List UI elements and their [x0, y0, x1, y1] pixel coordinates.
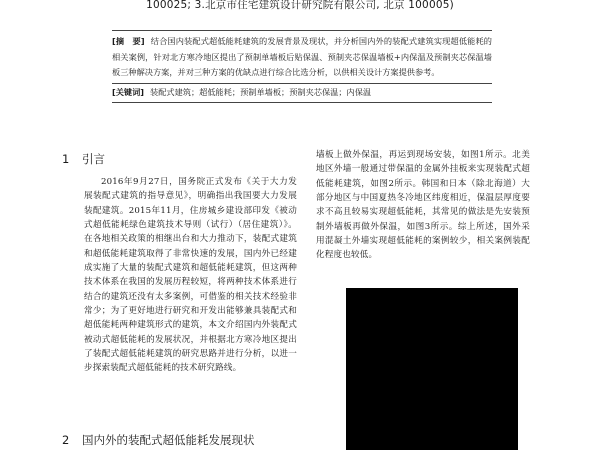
left-column	[84, 175, 297, 376]
abstract-text: 结合国内装配式超低能耗建筑的发展背景及现状，并分析国内外的装配式建筑实现超低能耗的相关案例，针对北方寒冷地区提出了预制单墙板后贴保温、预制夹芯保温墙板+内保温及预制夹芯保温墙板三种解决方案，并对三种方案的优缺点进行综合比选分析，以供相关设计方案提供参考。	[112, 36, 492, 77]
figure-image	[346, 288, 518, 450]
keywords-tag: [关键词]	[112, 86, 145, 97]
right-column	[316, 148, 530, 263]
abstract-tag: [摘 要]	[112, 36, 145, 46]
keywords-text: 装配式建筑；超低能耗；预制单墙板；预制夹芯保温；内保温	[150, 86, 372, 97]
right-column-paragraph: 墙板上做外保温，再运到现场安装，如图1所示。北美地区外墙一般通过带保温的金属外挂板来实现装配式超低能耗建筑，如图2所示。韩国和日本（除北海道）大部分地区与中国夏热冬冷地区纬度相近，保温层厚度要求不高且较易实现超低能耗，其常见的做法是先安装预制外墙板再做外保温，如图3所示。综上所述，国外采用混凝土外墙实现超低能耗的案例较少，相关案例装配化程度也较低。	[316, 150, 530, 261]
section-title: 国内外的装配式超低能耗发展现状	[82, 433, 255, 447]
section-number: 2	[62, 433, 70, 447]
author-affiliation: 100025; 3.北京市住宅建筑设计研究院有限公司, 北京 100005)	[146, 0, 454, 11]
section-heading-development	[62, 433, 255, 447]
abstract-paragraph	[112, 31, 492, 81]
section-heading-introduction	[62, 152, 105, 166]
intro-paragraph: 2016年9月27日，国务院正式发布《关于大力发展装配式建筑的指导意见》，明确指出我国要大力发展装配建筑。2015年11月，住房城乡建设部印发《被动式超低能耗绿色建筑技术导则（试行）（居住建筑）》。在各地相关政策的相继出台和大力推动下，装配式建筑和超低能耗建筑取得了非常快速的发展，国内外已经建成实施了大量的装配式建筑和超低能耗建筑，但这两种技术体系在我国的发展历程较短，将两种技术体系进行结合的建筑还没有太多案例，可借鉴的相关技术经验非常少；为了更好地进行研究和开发出能够兼具装配式和超低能耗两种建筑形式的建筑，本文介绍国内外装配式被动式超低能耗的发展状况，并根据北方寒冷地区提出了装配式超低能耗建筑的研究思路并进行分析，以进一步探索装配式超低能耗的技术研究路线。	[84, 177, 297, 374]
keywords-row	[112, 83, 492, 104]
abstract-block	[112, 30, 492, 103]
section-title: 引言	[82, 152, 105, 166]
section-number: 1	[62, 152, 70, 166]
